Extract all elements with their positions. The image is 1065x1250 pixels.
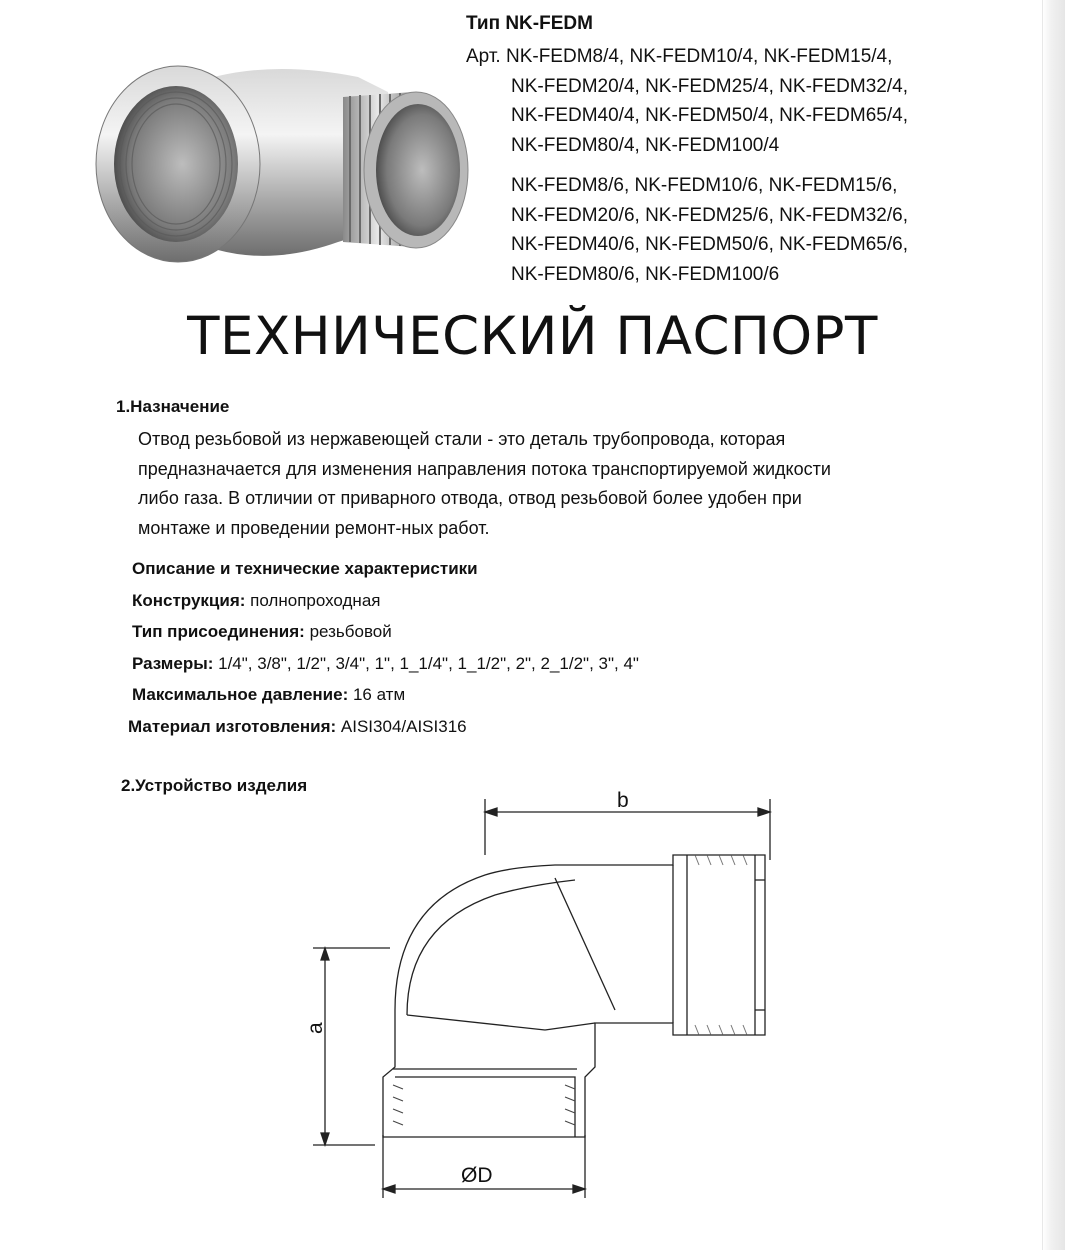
article-line: NK-FEDM8/6, NK-FEDM10/6, NK-FEDM15/6, bbox=[511, 175, 898, 196]
spec-connection bbox=[132, 616, 639, 648]
dimension-a-label: a bbox=[304, 1022, 327, 1034]
article-line: NK-FEDM80/6, NK-FEDM100/6 bbox=[511, 263, 780, 285]
spec-sizes bbox=[132, 648, 639, 680]
section-purpose-title: 1.Назначение bbox=[116, 397, 230, 416]
product-photo bbox=[88, 52, 473, 267]
spec-label: Максимальное давление: bbox=[132, 685, 349, 705]
article-line: NK-FEDM40/6, NK-FEDM50/6, NK-FEDM65/6, bbox=[511, 234, 908, 255]
spec-heading bbox=[132, 553, 639, 585]
spec-pressure bbox=[132, 679, 639, 711]
dimension-d-label: ØD bbox=[461, 1164, 493, 1187]
spec-material bbox=[128, 711, 639, 743]
page-edge-shadow bbox=[1042, 0, 1065, 1250]
dimension-b-label: b bbox=[617, 789, 629, 812]
spec-label: Тип присоединения: bbox=[132, 622, 305, 642]
paragraph-line: предназначается для изменения направления потока транспортируемой жидкости bbox=[138, 458, 831, 479]
document-title: ТЕХНИЧЕСКИЙ ПАСПОРТ bbox=[187, 306, 878, 367]
product-type: Тип NK-FEDM bbox=[466, 13, 593, 34]
spec-value: 16 атм bbox=[348, 685, 406, 705]
article-line: Арт. NK-FEDM8/4, NK-FEDM10/4, NK-FEDM15/4, bbox=[466, 46, 893, 67]
spec-value: резьбовой bbox=[304, 622, 392, 642]
section-device-title: 2.Устройство изделия bbox=[121, 776, 308, 795]
spec-list bbox=[128, 553, 639, 743]
paragraph-line: либо газа. В отличии от приварного отвода, отвод резьбовой более удобен при bbox=[138, 488, 802, 508]
technical-drawing bbox=[295, 785, 790, 1205]
spec-value: полнопроходная bbox=[245, 590, 381, 610]
section-purpose-text bbox=[138, 425, 938, 543]
spec-construction bbox=[132, 585, 639, 617]
spec-heading-text: Описание и технические характеристики bbox=[132, 559, 478, 578]
spec-value: AISI304/AISI316 bbox=[336, 716, 467, 736]
article-line: NK-FEDM40/4, NK-FEDM50/4, NK-FEDM65/4, bbox=[511, 105, 908, 126]
article-list bbox=[466, 42, 908, 289]
spec-value: 1/4", 3/8", 1/2", 3/4", 1", 1_1/4", 1_1/2", 2", 2_1/2", 3", 4" bbox=[213, 653, 639, 673]
spec-label: Размеры: bbox=[132, 653, 214, 673]
paragraph-line: Отвод резьбовой из нержавеющей стали - это деталь трубопровода, которая bbox=[138, 429, 786, 449]
paragraph-line: монтаже и проведении ремонт-ных работ. bbox=[138, 517, 490, 538]
spec-label: Материал изготовления: bbox=[128, 716, 337, 736]
article-line: NK-FEDM80/4, NK-FEDM100/4 bbox=[511, 134, 780, 156]
article-line: NK-FEDM20/6, NK-FEDM25/6, NK-FEDM32/6, bbox=[511, 204, 908, 226]
article-line: NK-FEDM20/4, NK-FEDM25/4, NK-FEDM32/4, bbox=[511, 75, 908, 97]
spec-label: Конструкция: bbox=[132, 590, 246, 610]
